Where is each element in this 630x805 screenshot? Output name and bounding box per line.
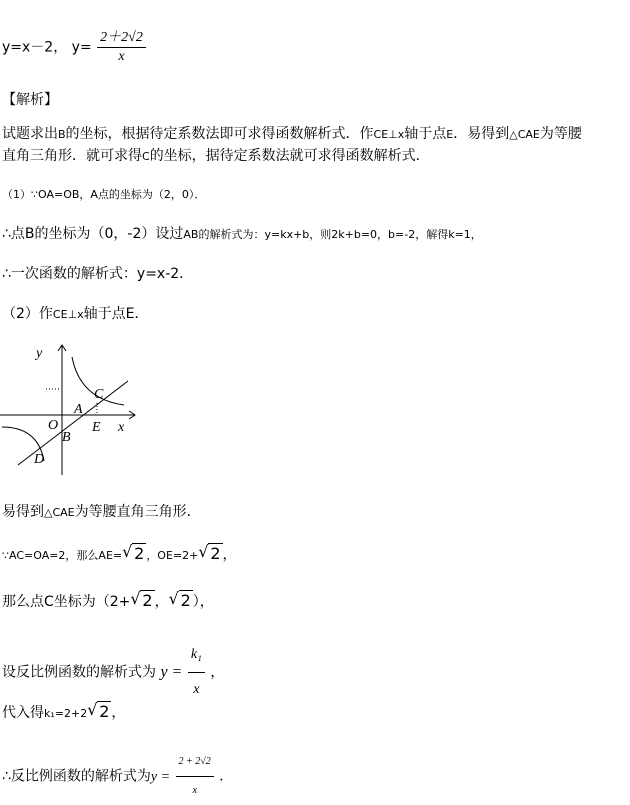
label-O: O xyxy=(48,418,59,433)
step-2: ∴点B的坐标为（0，-2）设过AB的解析式为：y=kx+b，则2k+b=0，b=-2，解得k=1， xyxy=(2,226,482,242)
step-10: ∴反比例函数的解析式为y = $\frac{2 + 2√2}{x}$ ． xyxy=(2,748,233,805)
label-E: E xyxy=(92,420,101,435)
answer-linear: y=x－2， xyxy=(2,39,68,56)
intro-line-1: 试题求出B的坐标，根据待定系数法即可求得函数解析式．作CE⊥x轴于点E．易得到△CAE为等腰 xyxy=(2,126,582,142)
label-C: C xyxy=(94,387,104,402)
step-8: 设反比例函数的解析式为 y = $\frac{\text{k₁}}{x}$ ， xyxy=(2,638,224,707)
step-1: （1）∵OA=OB，A点的坐标为（2，0）． xyxy=(2,188,206,201)
intro-line-2: 直角三角形．就可求得C的坐标，据待定系数法就可求得函数解析式． xyxy=(2,148,430,164)
fraction-denominator: x xyxy=(118,49,125,64)
step-3: ∴一次函数的解析式：y=x-2． xyxy=(2,266,194,282)
step10-fraction: $\frac{2 + 2√2}{x}$ xyxy=(176,748,214,805)
label-y: y xyxy=(36,346,43,361)
label-B: B xyxy=(62,430,71,445)
label-x: x xyxy=(118,420,125,435)
step-9: 代入得k₁=2+2 √ 2 ， xyxy=(2,700,126,721)
fraction-numerator: 2＋2√2 xyxy=(97,29,146,48)
step-5: 易得到△CAE为等腰直角三角形． xyxy=(2,504,201,520)
step-6: ∵AC=OA=2，那么AE= √ 2 ，OE=2+ √ 2 ， xyxy=(2,542,237,563)
answer-inverse-fraction xyxy=(97,29,146,66)
answer-line xyxy=(2,29,147,66)
step-4: （2）作CE⊥x轴于点E． xyxy=(2,306,149,322)
answer-inverse-prefix: y= xyxy=(71,39,92,56)
label-A: A xyxy=(74,402,83,417)
step-7: 那么点C坐标为（2+ √ 2 ， √ 2 ）， xyxy=(2,589,214,610)
section-title: 【解析】 xyxy=(2,92,58,108)
coordinate-diagram xyxy=(0,343,140,478)
label-D: D xyxy=(34,452,45,467)
step8-fraction: $\frac{\text{k₁}}{x}$ xyxy=(188,638,205,707)
